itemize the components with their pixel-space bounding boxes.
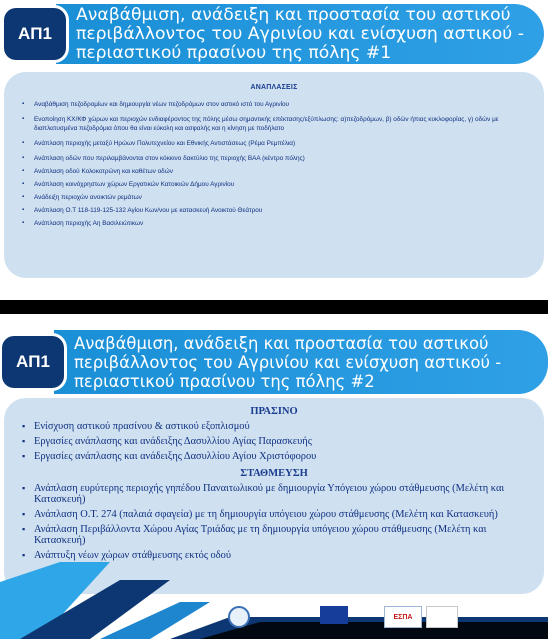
list-item: ▪ Εργασίες ανάπλασης και ανάδειξης Δασυλλίου Αγίου Χριστόφορου	[22, 451, 317, 462]
list-item: ▪ Ανάπλαση Ο.Τ. 274 (παλαιά σφαγεία) με τη δημιουργία υπόγειου χώρου στάθμευσης (Μελέτη και Κατασκευή)	[22, 509, 498, 520]
slide-2-title: Αναβάθμιση, ανάδειξη και προστασία του αστικού περιβάλλοντος του Αγρινίου και ενίσχυση αστικού - περιαστικού πρασίνου της πόλης #2	[54, 330, 548, 394]
list-item: ▪ Ανάπλαση οδού Κολοκοτρώνη και καθέτων οδών	[22, 168, 173, 175]
bullet-icon: ▪	[22, 483, 26, 493]
list-item: ▪ Ανάπλαση περιοχής μεταξύ Ηρώων Πολυτεχνείου και Εθνικής Αντιστάσεως (Ρέμα Ρεμπέλια)	[22, 140, 296, 147]
footer-wave	[0, 562, 548, 639]
slide-1-title-bar	[0, 4, 544, 64]
list-item: ▪ Ανάπλαση οδών που περιλαμβάνονται στον κόκκινο δακτύλιο της περιοχής ΒΑΑ (κέντρο πόλης)	[22, 155, 305, 162]
slide-1-code-badge: ΑΠ1	[4, 8, 66, 60]
bullet-icon: ▪	[22, 509, 26, 519]
bullet-icon: ▪	[22, 168, 25, 174]
bullet-icon: ▪	[22, 181, 25, 187]
list-item: ▪ Ανάπλαση Περιβάλλοντα Χώρου Αγίας Τριάδας με τη δημιουργία υπόγειου χώρου στάθμευσης (Μελέτη και Κατασκευή)	[22, 524, 487, 546]
bullet-icon: ▪	[22, 436, 26, 446]
slide-1-content-panel	[4, 72, 544, 278]
bullet-icon: ▪	[22, 194, 25, 200]
bullet-icon: ▪	[22, 451, 26, 461]
espa-logo: ΕΣΠΑ	[384, 606, 422, 628]
bullet-icon: ▪	[22, 220, 25, 226]
list-item: ▪ Ανάπτυξη νέων χώρων στάθμευσης εκτός οδού	[22, 550, 231, 561]
list-item: ▪ Ανάπλαση κοινόχρηστων χώρων Εργατικών Κατοικιών Δήμου Αγρινίου	[22, 181, 235, 188]
list-item: ▪ Αναβάθμιση πεζοδρομίων και δημιουργία νέων πεζοδρόμων στον αστικό ιστό του Αγρινίου	[22, 101, 290, 108]
list-item: ▪ Ενίσχυση αστικού πρασίνου & αστικού εξοπλισμού	[22, 421, 250, 432]
section-heading-green: ΠΡΑΣΙΝΟ	[250, 406, 298, 417]
bullet-icon: ▪	[22, 116, 25, 122]
list-item: ▪ Ενοποίηση ΚΧ/ΚΦ χώρων και περιοχών ενδιαφέροντος της πόλης μέσω σημαντικής επέκτασης/εξύπλωσης: α)πεζοδρόμων, β) οδών ήπιας κυκλοφορίας, γ) οδών με διαπλατυσμένα πεζοδρόμια όπου θα είναι εύκολη και ασφαλής και η κίνηση με ποδήλατο	[22, 116, 499, 132]
list-item: ▪ Ανάδειξη περιοχών ανοικτών ρεμάτων	[22, 194, 142, 201]
section-heading-anaplaseis: ΑΝΑΠΛΑΣΕΙΣ	[250, 84, 298, 91]
bullet-icon: ▪	[22, 101, 25, 107]
bullet-icon: ▪	[22, 207, 25, 213]
bullet-icon: ▪	[22, 524, 26, 534]
list-item: ▪ Ανάπλαση Ο.Τ 118-119-125-132 Αγίου Κων/νου με κατασκευή Ανοικτού Θεάτρου	[22, 207, 263, 214]
parking-list	[22, 483, 526, 561]
slide-2-code-badge: ΑΠ1	[2, 336, 64, 388]
list-item: ▪ Ανάπλαση περιοχής Αη Βασιλειώτικων	[22, 220, 144, 227]
municipality-seal-icon	[228, 606, 250, 628]
anaplaseis-list	[20, 100, 528, 228]
bullet-icon: ▪	[22, 421, 26, 431]
slide-2-title-bar	[0, 330, 548, 394]
partner-logo	[426, 606, 458, 628]
bullet-icon: ▪	[22, 140, 25, 146]
eu-flag-icon	[320, 606, 348, 624]
list-item: ▪ Ανάπλαση ευρύτερης περιοχής γηπέδου Παναιτωλικού με δημιουργία Υπόγειου χώρου στάθμευσης (Μελέτη και Κατασκευή)	[22, 483, 505, 505]
bullet-icon: ▪	[22, 550, 26, 560]
slide-1-title: Αναβάθμιση, ανάδειξη και προστασία του αστικού περιβάλλοντος του Αγρινίου και ενίσχυση αστικού - περιαστικού πρασίνου της πόλης #1	[56, 4, 544, 64]
bullet-icon: ▪	[22, 155, 25, 161]
slide-divider	[0, 300, 548, 314]
green-list	[22, 421, 526, 462]
list-item: ▪ Εργασίες ανάπλασης και ανάδειξης Δασυλλίου Αγίας Παρασκευής	[22, 436, 312, 447]
section-heading-parking: ΣΤΑΘΜΕΥΣΗ	[240, 468, 308, 479]
